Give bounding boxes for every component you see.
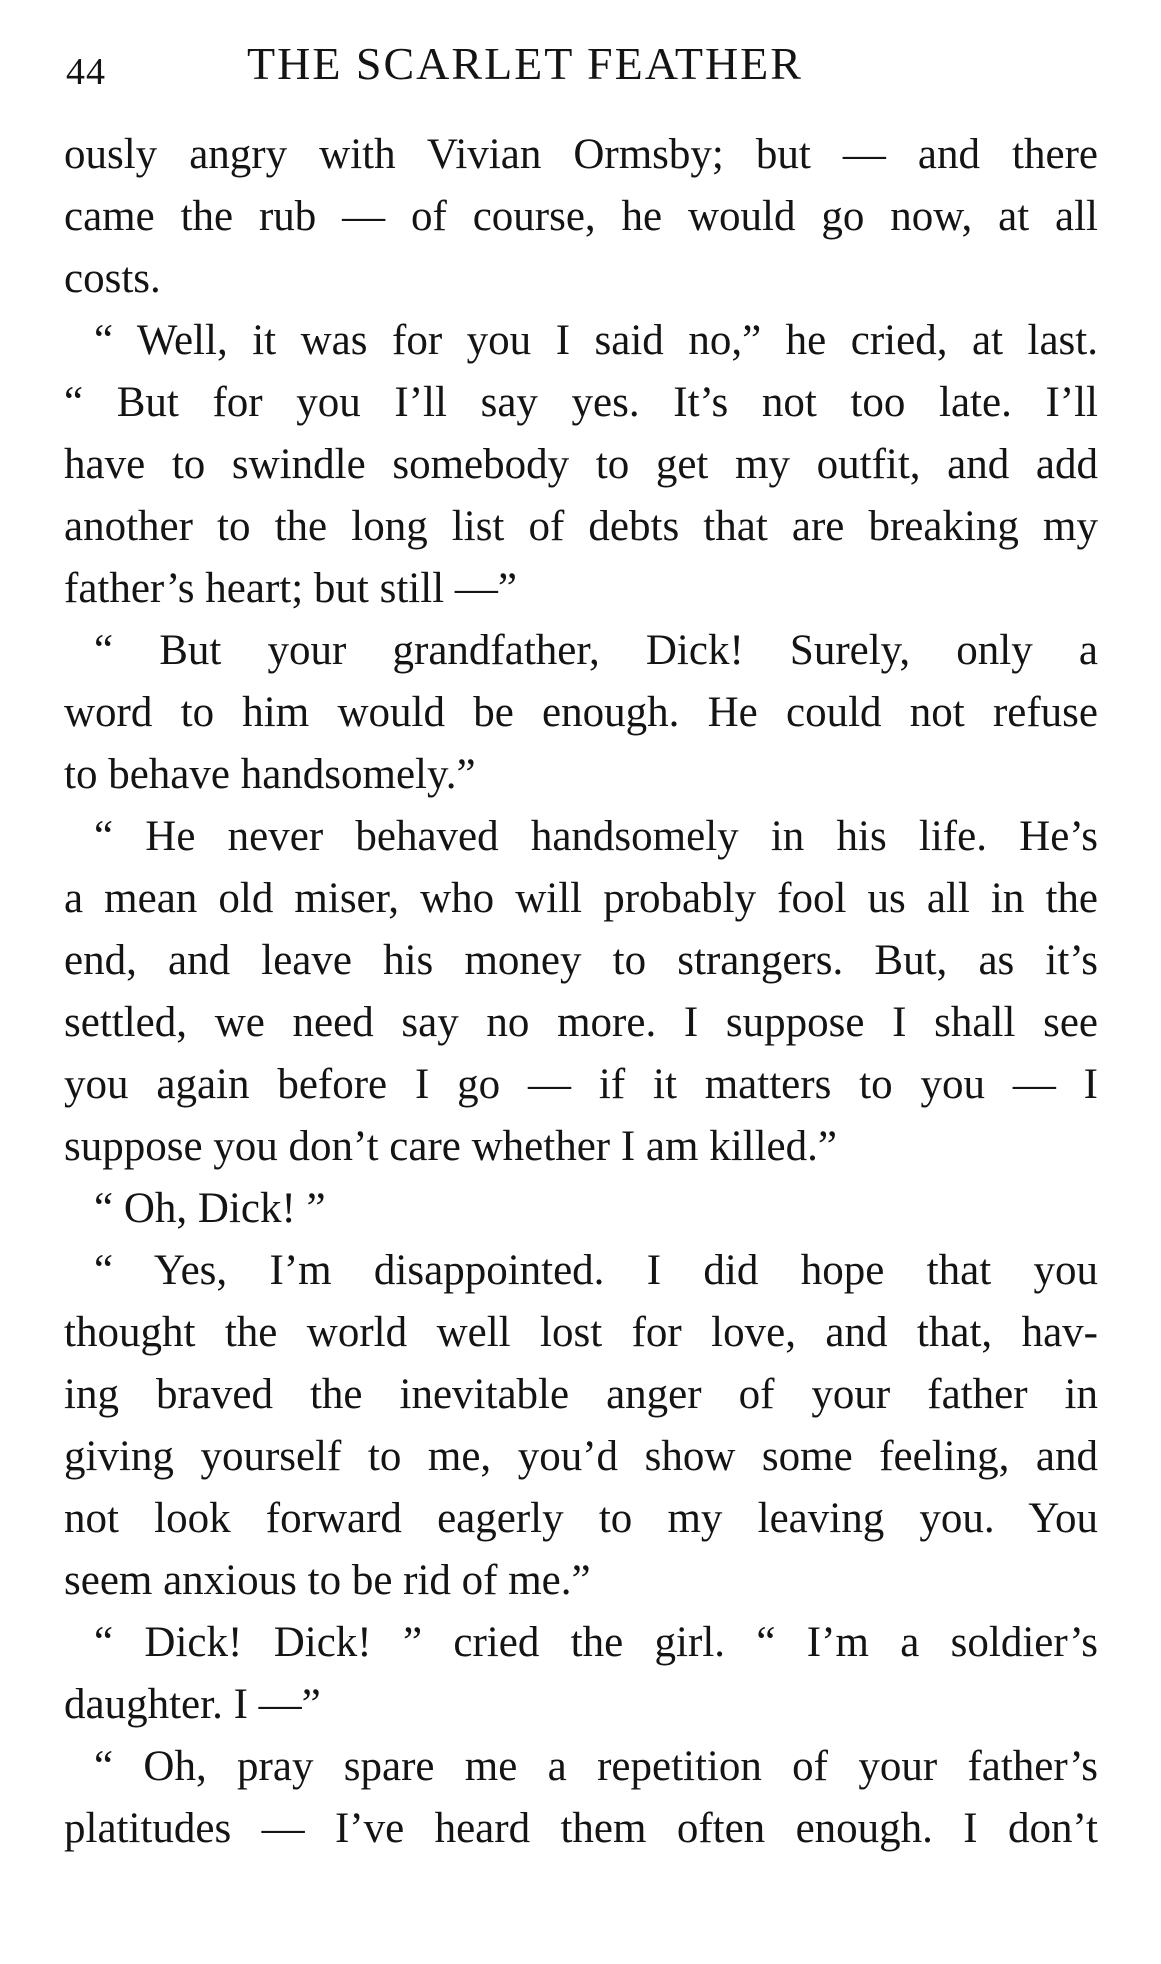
book-title: THE SCARLET FEATHER <box>247 38 803 89</box>
text-line: “ He never behaved handsomely in his life. He’s <box>94 813 1098 860</box>
text-line: “ Well, it was for you I said no,” he cried, at last. <box>94 317 1098 364</box>
text-line: platitudes — I’ve heard them often enough. I don’t <box>64 1805 1098 1852</box>
text-line: ing braved the inevitable anger of your father in <box>64 1371 1098 1418</box>
page-number: 44 <box>66 51 106 93</box>
text-line: suppose you don’t care whether I am killed.” <box>64 1123 837 1170</box>
text-line: another to the long list of debts that are breaking my <box>64 503 1098 550</box>
text-line: costs. <box>64 255 161 302</box>
text-line: “ Dick! Dick! ” cried the girl. “ I’m a soldier’s <box>94 1619 1098 1666</box>
text-line: “ But your grandfather, Dick! Surely, only a <box>94 627 1098 674</box>
text-line: “ Oh, pray spare me a repetition of your father’s <box>94 1743 1098 1790</box>
text-line: not look forward eagerly to my leaving you. You <box>64 1495 1098 1542</box>
text-line: end, and leave his money to strangers. But, as it’s <box>64 937 1098 984</box>
text-line: settled, we need say no more. I suppose I shall see <box>64 999 1098 1046</box>
running-head <box>64 34 1094 104</box>
body-text <box>64 124 1098 1860</box>
text-line: father’s heart; but still —” <box>64 565 517 612</box>
text-line: “ But for you I’ll say yes. It’s not too late. I’ll <box>64 379 1098 426</box>
text-line: have to swindle somebody to get my outfit, and add <box>64 441 1098 488</box>
text-line: seem anxious to be rid of me.” <box>64 1557 591 1604</box>
text-line: giving yourself to me, you’d show some feeling, and <box>64 1433 1098 1480</box>
text-line: “ Yes, I’m disappointed. I did hope that you <box>94 1247 1098 1294</box>
text-line: came the rub — of course, he would go now, at all <box>64 193 1098 240</box>
text-line: thought the world well lost for love, and that, hav- <box>64 1309 1098 1356</box>
text-line: ously angry with Vivian Ormsby; but — and there <box>64 131 1098 178</box>
text-line: word to him would be enough. He could not refuse <box>64 689 1098 736</box>
text-line: you again before I go — if it matters to you — I <box>64 1061 1098 1108</box>
text-line: to behave handsomely.” <box>64 751 476 798</box>
text-line: a mean old miser, who will probably fool us all in the <box>64 875 1098 922</box>
text-line: daughter. I —” <box>64 1681 321 1728</box>
text-line: “ Oh, Dick! ” <box>94 1185 326 1232</box>
